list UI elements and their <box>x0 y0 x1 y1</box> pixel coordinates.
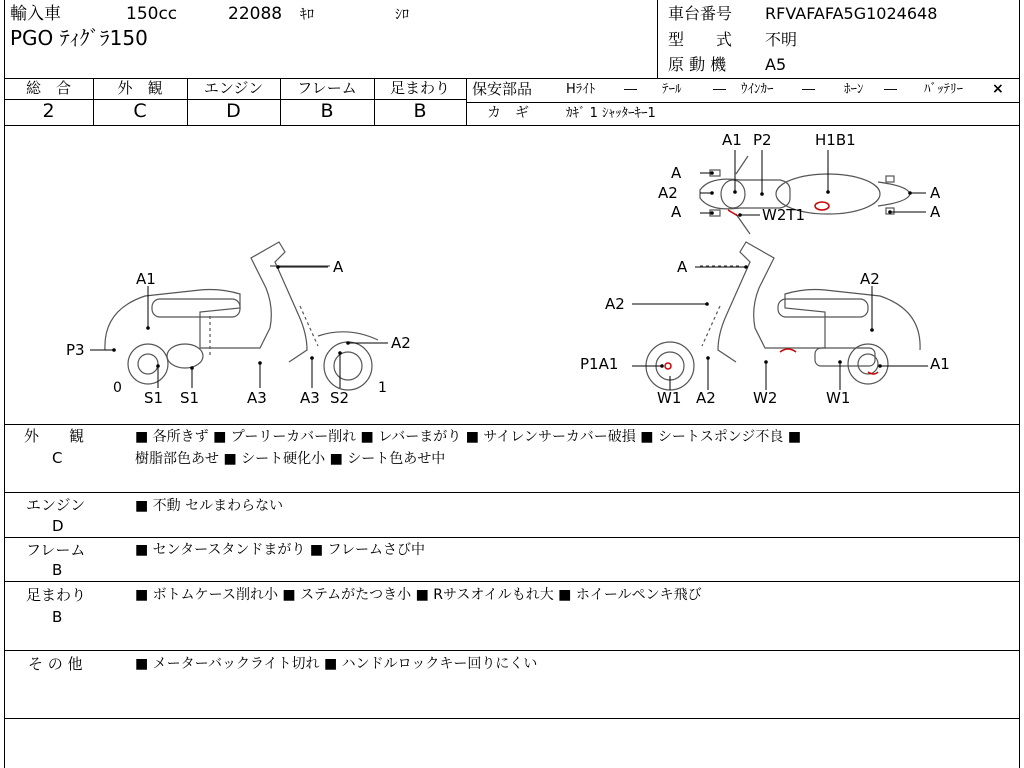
remark-frame-line1: ■ センタースタンドまがり ■ フレームさび中 <box>135 542 425 558</box>
engine-value: A5 <box>765 55 787 74</box>
safety-winker: ｳｲﾝｶｰ <box>741 82 774 97</box>
safety-taillight-mark: ― <box>713 82 726 97</box>
safety-winker-mark: ― <box>802 82 815 97</box>
frame-number-label: 車台番号 <box>668 4 733 23</box>
grade-overall-label: 総 合 <box>25 79 71 97</box>
remark-frame-label: フレーム <box>26 541 86 559</box>
label-top-w2t1: W2T1 <box>762 206 806 224</box>
remarks-top <box>4 424 1020 425</box>
label-top-p2: P2 <box>753 131 772 149</box>
grade-col-divider <box>466 78 467 125</box>
key-value: ｶｷﾞ 1 ｼｬｯﾀｰｷｰ1 <box>566 106 656 121</box>
grade-engine-label: エンジン <box>203 79 264 97</box>
remark-suspension-line1: ■ ボトムケース削れ小 ■ ステムがたつき小 ■ Rサスオイルもれ大 ■ ホイールペンキ飛び <box>135 587 702 603</box>
color-value: ｼﾛ <box>395 7 409 23</box>
remark-suspension-label: 足まわり <box>26 586 87 604</box>
label-left-s2: S2 <box>330 389 350 407</box>
frame-number-value: RFVAFAFA5G1024648 <box>765 4 938 23</box>
safety-battery-mark: × <box>992 81 1004 97</box>
grade-suspension-value: B <box>413 100 427 122</box>
label-top-a2: A2 <box>658 184 678 202</box>
remark-other-line1: ■ メーターバックライト切れ ■ ハンドルロックキー回りにくい <box>135 656 538 672</box>
label-right-w1b: W1 <box>826 389 851 407</box>
remark-exterior-line1: ■ 各所きず ■ プーリーカバー削れ ■ レバーまがり ■ サイレンサーカバー破損 ■ シートスポンジ不良 ■ <box>135 429 802 445</box>
label-right-w2: W2 <box>753 389 778 407</box>
label-left-a3a: A3 <box>247 389 267 407</box>
import-label: 輸入車 <box>10 4 61 24</box>
label-top-a-l1: A <box>671 164 682 182</box>
label-left-a-top: A <box>333 258 344 276</box>
engine-label: 原 動 機 <box>668 55 727 74</box>
remarks-divider <box>4 537 1020 538</box>
remark-other-label: そ の 他 <box>28 655 83 673</box>
remark-frame-grade: B <box>52 561 63 579</box>
grade-engine-value: D <box>226 100 241 122</box>
label-top-a1: A1 <box>722 131 742 149</box>
remark-engine-label: エンジン <box>26 496 86 514</box>
grade-frame-label: フレーム <box>297 79 357 97</box>
label-left-zero: 0 <box>113 380 122 396</box>
grade-exterior-value: C <box>133 100 147 122</box>
remark-engine-line1: ■ 不動 セルまわらない <box>135 498 284 514</box>
grade-exterior-label: 外 観 <box>117 79 163 97</box>
remark-engine-grade: D <box>52 517 64 535</box>
model-name: PGO ﾃｨｸﾞﾗ150 <box>10 26 148 50</box>
safety-horn-mark: ― <box>884 82 897 97</box>
model-type-label: 型 式 <box>668 30 733 49</box>
label-left-a2: A2 <box>391 334 411 352</box>
safety-headlight: Hﾗｲﾄ <box>566 82 596 97</box>
label-right-a2-bottom: A2 <box>696 389 716 407</box>
label-left-a1: A1 <box>136 270 156 288</box>
label-left-s1b: S1 <box>180 389 200 407</box>
safety-battery: ﾊﾞｯﾃﾘｰ <box>924 82 963 97</box>
grade-frame-value: B <box>320 100 334 122</box>
mileage-value: 22088 <box>228 4 283 24</box>
remark-suspension-grade: B <box>52 608 63 626</box>
label-top-a-r1: A <box>930 184 941 202</box>
key-label: カ ギ <box>487 105 529 121</box>
remarks-bottom <box>4 718 1020 719</box>
remark-exterior-grade: C <box>52 449 63 467</box>
remarks-divider <box>4 581 1020 582</box>
header-divider <box>657 0 658 78</box>
label-left-one: 1 <box>378 380 387 396</box>
remark-exterior-label: 外 観 <box>24 427 85 445</box>
grade-overall-value: 2 <box>42 100 55 122</box>
label-left-a3b: A3 <box>300 389 320 407</box>
safety-parts-label: 保安部品 <box>472 80 533 98</box>
label-right-a2-left: A2 <box>605 295 625 313</box>
safety-headlight-mark: ― <box>624 82 637 97</box>
label-right-a-top: A <box>677 258 688 276</box>
label-right-w1a: W1 <box>657 389 682 407</box>
label-top-a-l2: A <box>671 203 682 221</box>
label-left-s1a: S1 <box>144 389 164 407</box>
model-type-value: 不明 <box>765 30 798 49</box>
label-right-a2-top: A2 <box>860 270 880 288</box>
remark-exterior-line2: 樹脂部色あせ ■ シート硬化小 ■ シート色あせ中 <box>135 451 446 467</box>
label-right-p1a1: P1A1 <box>580 355 619 373</box>
safety-horn: ﾎｰﾝ <box>844 82 864 97</box>
label-top-h1b1: H1B1 <box>815 131 856 149</box>
displacement: 150cc <box>126 4 178 24</box>
label-right-a1: A1 <box>930 355 950 373</box>
remarks-divider <box>4 492 1020 493</box>
label-top-a-r2: A <box>930 203 941 221</box>
mileage-unit: ｷﾛ <box>300 7 314 23</box>
safety-row-divider <box>466 102 1020 103</box>
safety-taillight: ﾃｰﾙ <box>662 82 682 97</box>
grade-suspension-label: 足まわり <box>389 79 450 97</box>
label-left-p3: P3 <box>66 341 85 359</box>
remarks-divider <box>4 650 1020 651</box>
